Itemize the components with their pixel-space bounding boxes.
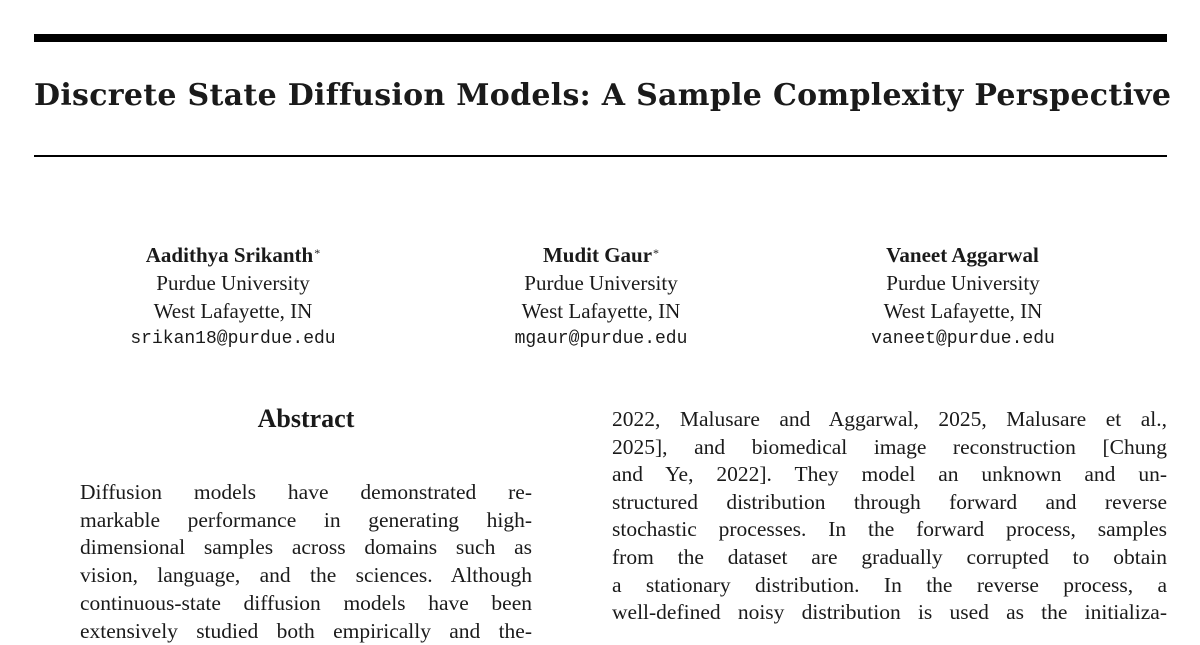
- author-email[interactable]: mgaur@purdue.edu: [514, 329, 688, 349]
- author-block-1: [83, 241, 383, 353]
- author-affiliation: Purdue University: [886, 271, 1040, 295]
- author-email[interactable]: vaneet@purdue.edu: [871, 329, 1055, 349]
- text-line: and Ye, 2022]. They model an unknown and un-: [612, 462, 1167, 487]
- text-line: markable performance in generating high-: [80, 507, 532, 532]
- author-location: West Lafayette, IN: [883, 299, 1043, 323]
- author-location: West Lafayette, IN: [521, 299, 681, 323]
- author-block-3: [813, 241, 1113, 353]
- text-line: stochastic processes. In the forward process, samples: [612, 517, 1167, 542]
- text-line: 2022, Malusare and Aggarwal, 2025, Malusare et al.,: [612, 407, 1167, 431]
- text-line: 2025], and biomedical image reconstruction [Chung: [612, 434, 1167, 459]
- equal-contribution-mark: *: [314, 246, 321, 260]
- text-line: a stationary distribution. In the reverse process, a: [612, 572, 1167, 597]
- author-location: West Lafayette, IN: [153, 299, 313, 323]
- author-name: Vaneet Aggarwal: [886, 243, 1039, 267]
- title-rule: [34, 155, 1167, 157]
- author-affiliation: Purdue University: [524, 271, 678, 295]
- paper-title: Discrete State Diffusion Models: A Sample Complexity Perspective: [34, 78, 1172, 113]
- text-line: Diffusion models have demonstrated re-: [80, 480, 532, 504]
- abstract-heading: Abstract: [257, 404, 355, 433]
- author-name: Aadithya Srikanth*: [145, 243, 321, 267]
- text-line: well-defined noisy distribution is used as the initializa-: [612, 600, 1167, 625]
- text-line: continuous-state diffusion models have been: [80, 590, 532, 615]
- text-line: structured distribution through forward and reverse: [612, 489, 1167, 514]
- author-block-2: [451, 241, 751, 353]
- author-name: Mudit Gaur*: [542, 243, 660, 267]
- abstract-text: [80, 479, 532, 645]
- equal-contribution-mark: *: [653, 246, 660, 260]
- text-line: vision, language, and the sciences. Although: [80, 563, 532, 588]
- author-affiliation: Purdue University: [156, 271, 310, 295]
- text-line: from the dataset are gradually corrupted to obtain: [612, 544, 1167, 569]
- author-email[interactable]: srikan18@purdue.edu: [130, 329, 336, 349]
- top-rule: [34, 34, 1167, 42]
- text-line: dimensional samples across domains such as: [80, 535, 532, 560]
- text-line: extensively studied both empirically and the-: [80, 618, 532, 643]
- introduction-text: [612, 406, 1167, 627]
